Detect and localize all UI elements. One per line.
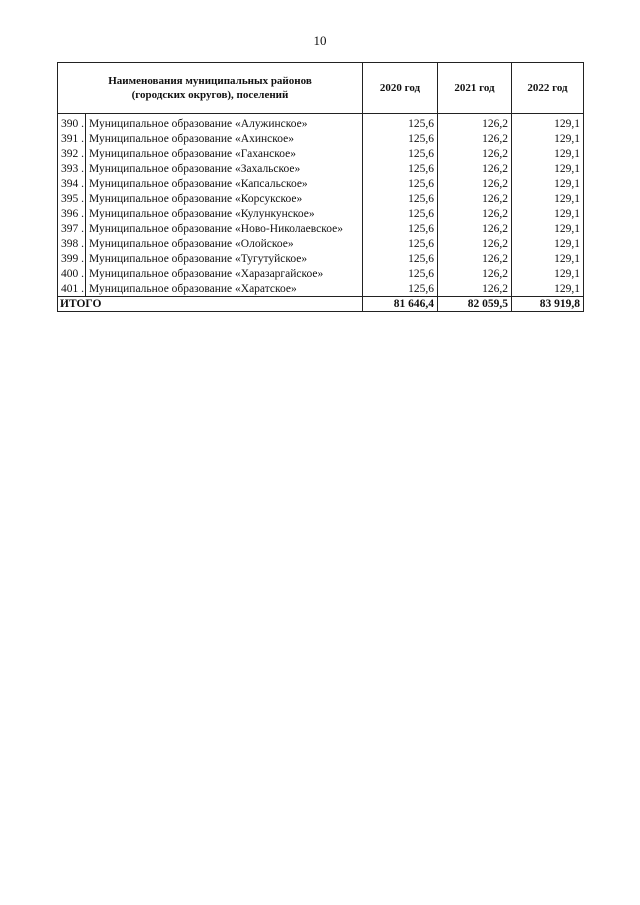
- column-header-name: [58, 63, 363, 114]
- column-header-2020: 2020 год: [363, 63, 438, 114]
- total-label: ИТОГО: [58, 297, 363, 312]
- value-2021: 126,2: [438, 281, 512, 297]
- municipality-name: Муниципальное образование «Ахинское»: [86, 131, 363, 146]
- row-number: 395 .: [58, 191, 86, 206]
- row-number: 394 .: [58, 176, 86, 191]
- value-2020: 125,6: [363, 206, 438, 221]
- total-2020: 81 646,4: [363, 297, 438, 312]
- value-2022: 129,1: [512, 266, 584, 281]
- row-number: 398 .: [58, 236, 86, 251]
- column-header-name-line1: Наименования муниципальных районов: [108, 75, 312, 87]
- value-2021: 126,2: [438, 146, 512, 161]
- value-2021: 126,2: [438, 266, 512, 281]
- value-2022: 129,1: [512, 191, 584, 206]
- municipality-name: Муниципальное образование «Харатское»: [86, 281, 363, 297]
- value-2022: 129,1: [512, 206, 584, 221]
- value-2020: 125,6: [363, 176, 438, 191]
- value-2022: 129,1: [512, 131, 584, 146]
- row-number: 392 .: [58, 146, 86, 161]
- budget-table: [57, 62, 584, 312]
- municipality-name: Муниципальное образование «Кулункунское»: [86, 206, 363, 221]
- value-2021: 126,2: [438, 251, 512, 266]
- value-2021: 126,2: [438, 221, 512, 236]
- column-header-name-line2: (городских округов), поселений: [131, 89, 289, 101]
- row-number: 391 .: [58, 131, 86, 146]
- row-number: 400 .: [58, 266, 86, 281]
- municipality-name: Муниципальное образование «Ново-Николаевское»: [86, 221, 363, 236]
- table-row: [58, 251, 584, 266]
- value-2020: 125,6: [363, 221, 438, 236]
- value-2021: 126,2: [438, 176, 512, 191]
- value-2022: 129,1: [512, 251, 584, 266]
- row-number: 396 .: [58, 206, 86, 221]
- municipality-name: Муниципальное образование «Захальское»: [86, 161, 363, 176]
- table-row: [58, 221, 584, 236]
- municipality-name: Муниципальное образование «Олойское»: [86, 236, 363, 251]
- table-total-row: [58, 297, 584, 312]
- value-2020: 125,6: [363, 281, 438, 297]
- value-2020: 125,6: [363, 266, 438, 281]
- table-row: [58, 161, 584, 176]
- value-2021: 126,2: [438, 206, 512, 221]
- value-2020: 125,6: [363, 146, 438, 161]
- row-number: 393 .: [58, 161, 86, 176]
- municipality-name: Муниципальное образование «Гаханское»: [86, 146, 363, 161]
- municipality-name: Муниципальное образование «Тугутуйское»: [86, 251, 363, 266]
- page-number: 10: [313, 33, 327, 48]
- value-2022: 129,1: [512, 221, 584, 236]
- value-2022: 129,1: [512, 114, 584, 132]
- table-row: [58, 146, 584, 161]
- table-row: [58, 114, 584, 132]
- municipality-name: Муниципальное образование «Харазаргайское»: [86, 266, 363, 281]
- table-header-row: [58, 63, 584, 114]
- table-row: [58, 206, 584, 221]
- value-2020: 125,6: [363, 251, 438, 266]
- municipality-name: Муниципальное образование «Капсальское»: [86, 176, 363, 191]
- row-number: 399 .: [58, 251, 86, 266]
- value-2021: 126,2: [438, 161, 512, 176]
- table-row: [58, 191, 584, 206]
- value-2020: 125,6: [363, 161, 438, 176]
- value-2021: 126,2: [438, 236, 512, 251]
- total-2022: 83 919,8: [512, 297, 584, 312]
- value-2022: 129,1: [512, 236, 584, 251]
- column-header-2022: 2022 год: [512, 63, 584, 114]
- value-2022: 129,1: [512, 161, 584, 176]
- municipality-name: Муниципальное образование «Корсукское»: [86, 191, 363, 206]
- row-number: 390 .: [58, 114, 86, 132]
- value-2021: 126,2: [438, 191, 512, 206]
- table-row: [58, 176, 584, 191]
- table-row: [58, 131, 584, 146]
- row-number: 397 .: [58, 221, 86, 236]
- table-row: [58, 236, 584, 251]
- value-2020: 125,6: [363, 131, 438, 146]
- table-row: [58, 281, 584, 297]
- value-2020: 125,6: [363, 114, 438, 132]
- column-header-2021: 2021 год: [438, 63, 512, 114]
- total-2021: 82 059,5: [438, 297, 512, 312]
- value-2020: 125,6: [363, 236, 438, 251]
- row-number: 401 .: [58, 281, 86, 297]
- value-2021: 126,2: [438, 114, 512, 132]
- value-2022: 129,1: [512, 146, 584, 161]
- value-2020: 125,6: [363, 191, 438, 206]
- value-2021: 126,2: [438, 131, 512, 146]
- municipality-name: Муниципальное образование «Алужинское»: [86, 114, 363, 132]
- table-row: [58, 266, 584, 281]
- value-2022: 129,1: [512, 176, 584, 191]
- value-2022: 129,1: [512, 281, 584, 297]
